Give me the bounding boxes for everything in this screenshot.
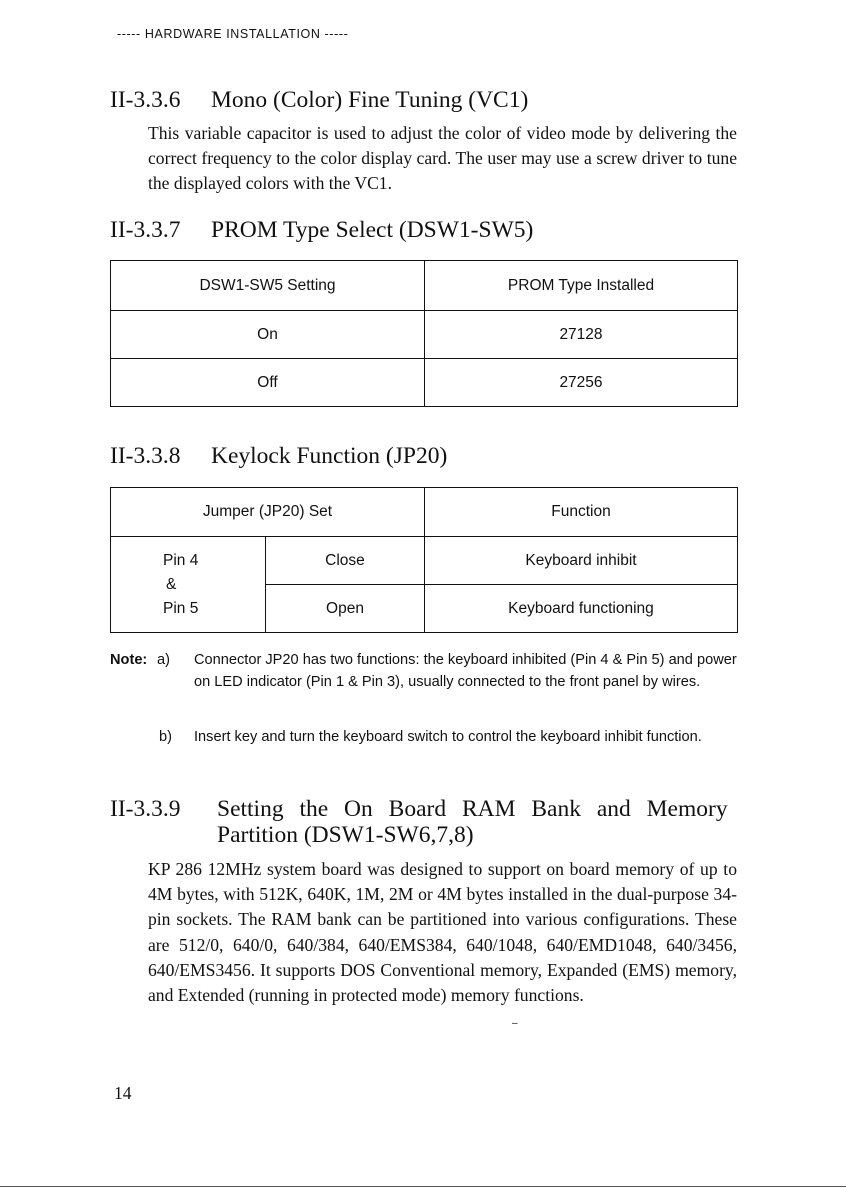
table-cell: 27128	[425, 311, 738, 359]
table-cell: Keyboard functioning	[425, 585, 738, 633]
note-b-text: Insert key and turn the keyboard switch to control the keyboard inhibit function.	[194, 729, 702, 745]
vc1-paragraph: This variable capacitor is used to adjust the color of video mode by delivering the correct frequency to the color display card. The user may use a screw driver to tune the displayed colors with the VC1.	[148, 123, 737, 194]
pin-label: Pin 5	[163, 599, 199, 617]
pin-label-cell	[111, 537, 266, 633]
table-header-cell: Function	[425, 488, 738, 537]
note-label: Note:	[110, 652, 148, 668]
ram-paragraph: KP 286 12MHz system board was designed to support on board memory of up to 4M bytes, with 512K, 640K, 1M, 2M or 4M bytes installed in the dual-purpose 34-pin sockets. The RAM bank can be partitioned into various configurations. These are 512/0, 640/0, 640/384, 640/EMS384, 640/1048, 640/EMD1048, 640/3456, 640/EMS3456. It supports DOS Conventional memory, Expanded (EMS) memory, and Extended (running in protected mode) memory functions.	[148, 859, 737, 1006]
section-number: II-3.3.6	[110, 87, 181, 113]
note-a-text: Connector JP20 has two functions: the keyboard inhibited (Pin 4 & Pin 5) and power on LED indicator (Pin 1 & Pin 3), usually connected to the front panel by wires.	[194, 652, 737, 690]
section-title: Keylock Function (JP20)	[211, 443, 448, 469]
section-title-line2: Partition (DSW1-SW6,7,8)	[217, 822, 474, 848]
table-cell: Close	[266, 537, 425, 585]
section-heading-prom	[110, 216, 533, 244]
table-cell: Keyboard inhibit	[425, 537, 738, 585]
section-heading-keylock	[110, 442, 447, 470]
table-header-cell: DSW1-SW5 Setting	[111, 261, 425, 311]
table-cell: Open	[266, 585, 425, 633]
running-header: ----- HARDWARE INSTALLATION -----	[117, 27, 349, 41]
section-title: Mono (Color) Fine Tuning (VC1)	[211, 87, 529, 113]
pin-label: Pin 4	[163, 551, 199, 569]
note-a-marker: a)	[157, 652, 170, 668]
note-b-marker: b)	[159, 729, 172, 745]
table-cell: On	[111, 311, 425, 359]
stray-mark: ‒	[512, 1018, 518, 1029]
keylock-table	[110, 487, 738, 633]
table-header-cell: Jumper (JP20) Set	[111, 488, 425, 537]
section-heading-ram	[110, 795, 728, 823]
table-cell: Off	[111, 359, 425, 407]
section-title: PROM Type Select (DSW1-SW5)	[211, 217, 534, 243]
section-number: II-3.3.9	[110, 796, 181, 822]
page-number: 14	[114, 1083, 132, 1103]
prom-type-table	[110, 260, 738, 407]
section-number: II-3.3.8	[110, 443, 181, 469]
section-heading-vc1	[110, 86, 528, 114]
table-cell: 27256	[425, 359, 738, 407]
table-header-cell: PROM Type Installed	[425, 261, 738, 311]
section-number: II-3.3.7	[110, 217, 181, 243]
bottom-rule	[0, 1186, 846, 1187]
pin-label: &	[166, 575, 177, 593]
section-title-line1: Setting the On Board RAM Bank and Memory	[217, 796, 728, 822]
